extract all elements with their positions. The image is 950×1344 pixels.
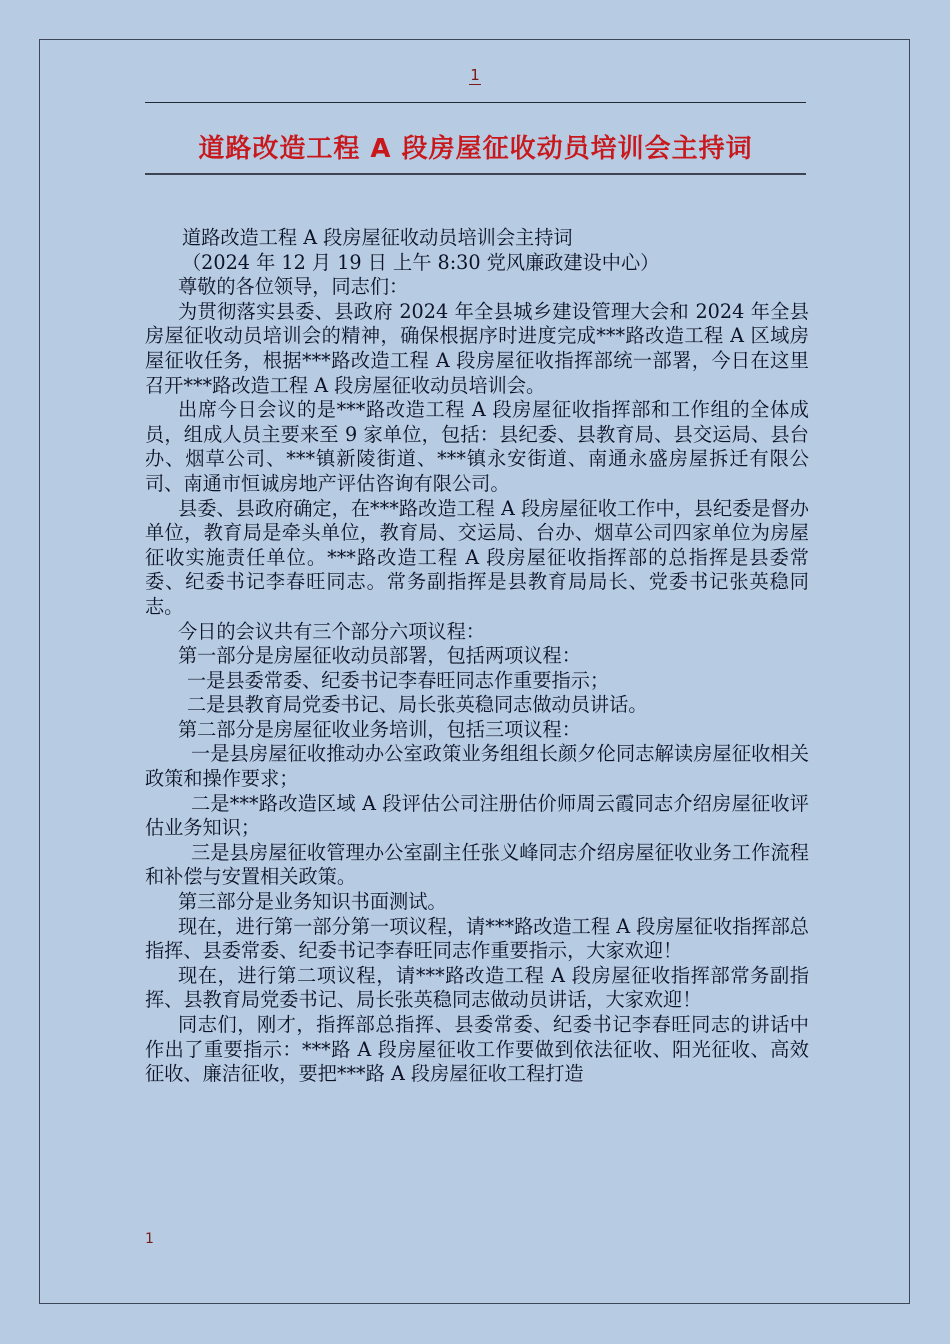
paragraph: 同志们，刚才，指挥部总指挥、县委常委、纪委书记李春旺同志的讲话中作出了重要指示：***路 A 段房屋征收工作要做到依法征收、阳光征收、高效征收、廉洁征收，要把***路 A 段房屋征收工程打造	[145, 1013, 809, 1086]
salutation: 尊敬的各位领导，同志们：	[178, 275, 409, 299]
header-rule	[145, 102, 806, 103]
paragraph: 今日的会议共有三个部分六项议程：	[178, 619, 485, 643]
paragraph: 第一部分是房屋征收动员部署，包括两项议程：	[178, 644, 581, 668]
agenda-item: 一是县委常委、纪委书记李春旺同志作重要指示；	[187, 668, 610, 692]
paragraph: 第三部分是业务知识书面测试。	[178, 890, 447, 914]
header-page-number: 1	[470, 66, 480, 84]
paragraph: 第二部分是房屋征收业务培训，包括三项议程：	[178, 717, 581, 741]
title-rule	[145, 173, 806, 175]
paragraph: 现在，进行第一部分第一项议程，请***路改造工程 A 段房屋征收指挥部总指挥、县委常委、纪委书记李春旺同志作重要指示，大家欢迎！	[145, 914, 809, 963]
footer-page-number: 1	[145, 1231, 154, 1247]
body-heading: 道路改造工程 A 段房屋征收动员培训会主持词	[182, 226, 573, 249]
paragraph: 出席今日会议的是***路改造工程 A 段房屋征收指挥部和工作组的全体成员，组成人员主要来至 9 家单位，包括：县纪委、县教育局、县交运局、县台办、烟草公司、***镇新陵街道、***镇永安街道、南通永盛房屋拆迁有限公司、南通市恒诚房地产评估咨询有限公司。	[145, 398, 809, 495]
agenda-item: 一是县房屋征收推动办公室政策业务组组长颜夕伦同志解读房屋征收相关政策和操作要求；	[145, 742, 809, 791]
document-body	[145, 226, 809, 1087]
paragraph: 为贯彻落实县委、县政府 2024 年全县城乡建设管理大会和 2024 年全县房屋征收动员培训会的精神，确保根据序时进度完成***路改造工程 A 区域房屋征收任务，根据***路改造工程 A 段房屋征收指挥部统一部署，今日在这里召开***路改造工程 A 段房屋征收动员培训会。	[145, 299, 809, 397]
agenda-item: 二是县教育局党委书记、局长张英稳同志做动员讲话。	[187, 693, 648, 717]
agenda-item: 二是***路改造区域 A 段评估公司注册估价师周云霞同志介绍房屋征收评估业务知识；	[145, 791, 809, 840]
agenda-item: 三是县房屋征收管理办公室副主任张义峰同志介绍房屋征收业务工作流程和补偿与安置相关政策。	[145, 840, 809, 889]
date-line: （2024 年 12 月 19 日 上午 8:30 党风廉政建设中心）	[182, 250, 660, 274]
document-title: 道路改造工程 A 段房屋征收动员培训会主持词	[198, 134, 753, 164]
paragraph: 县委、县政府确定，在***路改造工程 A 段房屋征收工作中，县纪委是督办单位，教育局是牵头单位，教育局、交运局、台办、烟草公司四家单位为房屋征收实施责任单位。***路改造工程 A 段房屋征收指挥部的总指挥是县委常委、纪委书记李春旺同志。常务副指挥是县教育局局长、党委书记张英稳同志。	[145, 496, 809, 618]
paragraph: 现在，进行第二项议程，请***路改造工程 A 段房屋征收指挥部常务副指挥、县教育局党委书记、局长张英稳同志做动员讲话，大家欢迎！	[145, 963, 809, 1012]
